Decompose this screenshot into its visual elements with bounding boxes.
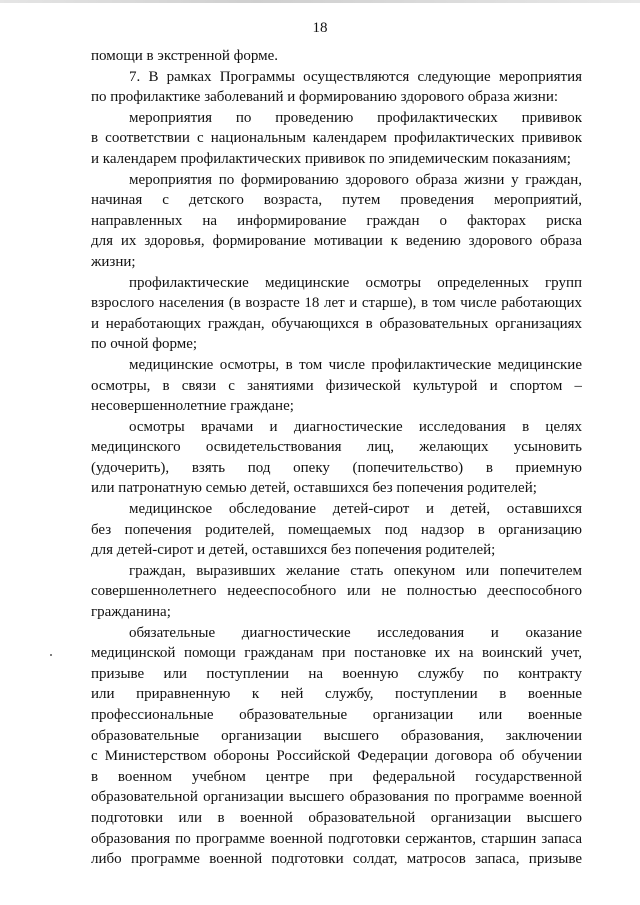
text-line: граждан, выразивших желание стать опекуном или попечителем: [129, 562, 582, 579]
text-line: 7. В рамках Программы осуществляются следующие мероприятия: [129, 68, 582, 85]
text-line: несовершеннолетние граждане;: [91, 398, 294, 415]
text-line: медицинские осмотры, в том числе профилактические медицинские: [129, 356, 582, 373]
text-line: осмотры, в связи с занятиями физической культурой и спортом –: [91, 377, 582, 394]
text-line: без попечения родителей, помещаемых под надзор в организацию: [91, 521, 582, 538]
text-line: начиная с детского возраста, путем проведения мероприятий,: [91, 192, 582, 209]
text-line: направленных на информирование граждан о факторах риска: [91, 212, 582, 229]
text-line: профессиональные образовательные организации или военные: [91, 707, 582, 723]
text-line: или патронатную семью детей, оставшихся без попечения родителей;: [91, 480, 537, 497]
text-line: мероприятия по проведению профилактических прививок: [129, 109, 582, 126]
text-line: с Министерством обороны Российской Федерации договора об обучении: [91, 748, 582, 765]
text-line: осмотры врачами и диагностические исследования в целях: [129, 418, 582, 435]
text-line: или приравненную к ней службу, поступлении в военные: [91, 686, 582, 703]
text-line: образования по программе военной подготовки сержантов, старшин запаса: [91, 830, 582, 847]
text-line: образовательной организации высшего образования по программе военной: [91, 789, 582, 806]
text-line: образовательные организации высшего образования, заключении: [91, 727, 582, 744]
text-line: призыве или поступлении на военную службу по контракту: [91, 665, 582, 682]
margin-mark: [50, 654, 52, 656]
text-line: медицинской помощи гражданам при постановке их на воинский учет,: [91, 645, 582, 662]
text-line: для детей-сирот и детей, оставшихся без попечения родителей;: [91, 542, 496, 559]
document-body: [91, 46, 582, 870]
text-line: в соответствии с национальным календарем профилактических прививок: [91, 130, 582, 147]
text-line: и календарем профилактических прививок по эпидемическим показаниям;: [91, 150, 571, 167]
text-line: профилактические медицинские осмотры определенных групп: [129, 274, 582, 291]
text-line: и неработающих граждан, обучающихся в образовательных организациях: [91, 315, 582, 332]
page-number: 18: [312, 20, 328, 36]
text-line: медицинского освидетельствования лиц, желающих усыновить: [91, 439, 582, 456]
text-line: в военном учебном центре при федеральной государственной: [91, 768, 582, 785]
text-line: медицинское обследование детей-сирот и детей, оставшихся: [129, 501, 582, 518]
text-line: по очной форме;: [91, 336, 198, 353]
text-line: совершеннолетнего недееспособного или не полностью дееспособного: [91, 583, 582, 600]
text-line: подготовки или в военной образовательной организации высшего: [91, 809, 582, 826]
text-line: жизни;: [91, 253, 136, 270]
text-line: гражданина;: [91, 604, 171, 621]
text-line: обязательные диагностические исследования и оказание: [129, 624, 582, 641]
text-line: (удочерить), взять под опеку (попечительство) в приемную: [91, 459, 582, 476]
text-line: взрослого населения (в возрасте 18 лет и старше), в том числе работающих: [91, 295, 582, 312]
text-line: по профилактике заболеваний и формированию здорового образа жизни:: [91, 89, 559, 106]
text-line: для их здоровья, формирование мотивации к ведению здорового образа: [91, 233, 582, 250]
page-top-edge: [0, 0, 640, 3]
text-line: помощи в экстренной форме.: [91, 48, 279, 64]
text-line: либо программе военной подготовки солдат, матросов запаса, призыве: [91, 851, 582, 868]
text-line: мероприятия по формированию здорового образа жизни у граждан,: [129, 171, 582, 188]
